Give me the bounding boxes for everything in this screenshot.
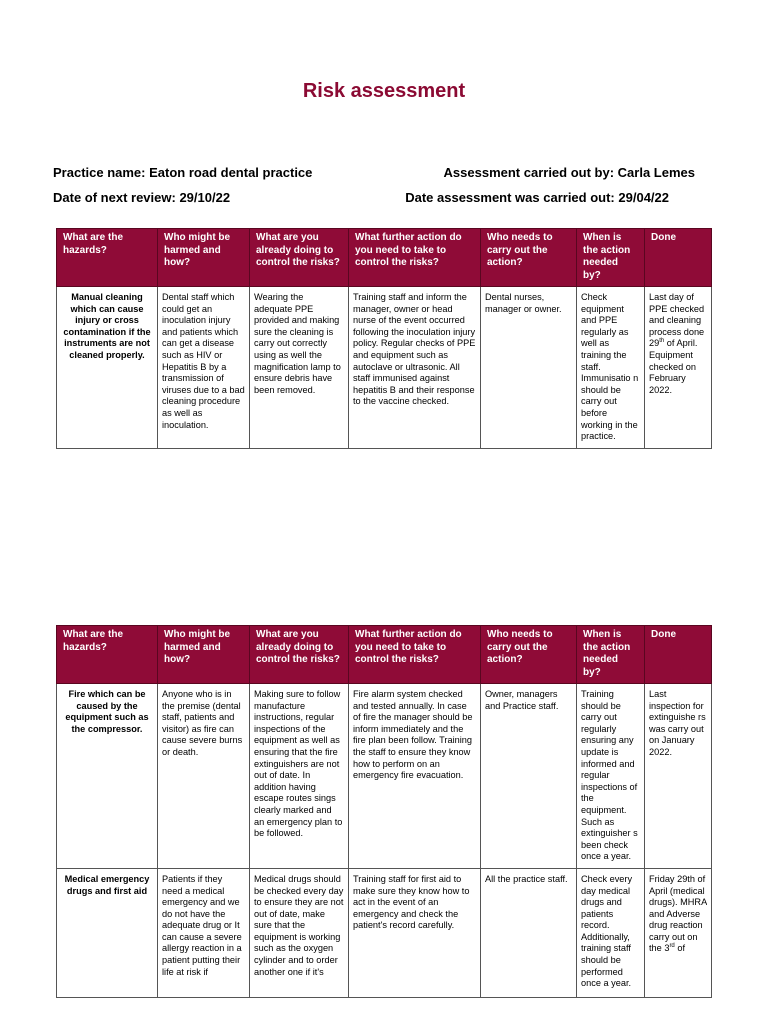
cell-further-action: [349, 868, 481, 997]
cell-done: Last inspection for extinguishe rs was carry out on January 2022.: [645, 684, 712, 869]
column-header-controls: What are you already doing to control the risks?: [250, 229, 349, 287]
column-header-done: Done: [645, 229, 712, 287]
cell-harmed: Dental staff which could get an inoculation injury and patients which can get a disease such as HIV or Hepatitis B by a transmission of viruses due to a bad cleaning procedure as well as inoculation.: [158, 287, 250, 449]
cell-controls: Making sure to follow manufacture instructions, regular inspections of the equipment as well as ensuring that the fire extinguishers are not out of date. In addition having escape routes sings clearly marked and an emergency plan to be followed.: [250, 684, 349, 869]
column-header-who: Who needs to carry out the action?: [481, 229, 577, 287]
assessment-date-label: Date assessment was carried out:: [405, 190, 615, 205]
column-header-hazards: What are the hazards?: [57, 626, 158, 684]
table-header-row: [57, 229, 712, 287]
cell-controls: Wearing the adequate PPE provided and making sure the cleaning is carry out correctly using as well the magnification lamp to ensure debris have been removed.: [250, 287, 349, 449]
cell-hazard: Fire which can be caused by the equipment such as the compressor.: [57, 684, 158, 869]
table-row: [57, 287, 712, 449]
cell-further-action: Fire alarm system checked and tested annually. In case of fire the manager should be inform immediately and the fire plan been follow. Training the staff to ensure they know how to perform on an emergency fire evacuation.: [349, 684, 481, 869]
table-header-row: [57, 626, 712, 684]
cell-further-action: Training staff and inform the manager, owner or head nurse of the event occurred following the inoculation injury policy. Regular checks of PPE and equipment such as autoclave or ultrasonic. All staff immunised against hepatitis B and their response to the vaccine checked.: [349, 287, 481, 449]
done-text-b: of: [674, 943, 685, 954]
assessor: [444, 165, 695, 180]
cell-who: Dental nurses, manager or owner.: [481, 287, 577, 449]
cell-when: Check equipment and PPE regularly as well as training the staff. Immunisatio n should be carry out before working in the practice.: [577, 287, 645, 449]
done-sup: rd: [669, 943, 675, 950]
column-header-when: When is the action needed by?: [577, 626, 645, 684]
done-text-b: of April. Equipment checked on February 2022.: [649, 338, 698, 395]
assessor-value: Carla Lemes: [617, 165, 695, 180]
done-text-a: Friday 29th of April (medical drugs). MHRA and Adverse drug reaction carry out on the 3: [649, 873, 707, 954]
cell-controls-text: Medical drugs should be checked every day to ensure they are not out of date, make sure that the equipment is working such as the oxygen cylinder and to order another one if it's: [254, 873, 344, 977]
cell-done-text: [649, 874, 707, 992]
column-header-harmed: Who might be harmed and how?: [158, 229, 250, 287]
column-header-who: Who needs to carry out the action?: [481, 626, 577, 684]
table-row: [57, 868, 712, 997]
column-header-controls: What are you already doing to control the risks?: [250, 626, 349, 684]
next-review-value: 29/10/22: [179, 190, 231, 205]
risk-table-2: [56, 625, 712, 998]
column-header-further-action: What further action do you need to take to control the risks?: [349, 229, 481, 287]
cell-when: Training should be carry out regularly ensuring any update is informed and regular inspections of the equipment. Such as extinguisher s been check once a year.: [577, 684, 645, 869]
cell-hazard: Manual cleaning which can cause injury or cross contamination if the instruments are not cleaned properly.: [57, 287, 158, 449]
assessment-date: [405, 190, 669, 205]
column-header-further-action: What further action do you need to take to control the risks?: [349, 626, 481, 684]
cell-when: [577, 868, 645, 997]
page-title: Risk assessment: [302, 80, 466, 102]
risk-table-1: [56, 228, 712, 449]
cell-who: Owner, managers and Practice staff.: [481, 684, 577, 869]
practice-name-value: Eaton road dental practice: [149, 165, 313, 180]
next-review: [53, 190, 230, 205]
practice-name-label: Practice name:: [53, 165, 146, 180]
cell-hazard-text: Medical emergency drugs and first aid: [64, 873, 150, 896]
column-header-harmed: Who might be harmed and how?: [158, 626, 250, 684]
cell-who-text: All the practice staff.: [485, 873, 568, 884]
done-text-a: Last day of PPE checked and cleaning process done 29: [649, 292, 705, 349]
table-row: [57, 684, 712, 869]
column-header-hazards: What are the hazards?: [57, 229, 158, 287]
cell-harmed: [158, 868, 250, 997]
cell-done: [645, 868, 712, 997]
cell-who: [481, 868, 577, 997]
cell-harmed-text: Patients if they need a medical emergency and we do not have the adequate drug or It can cause a severe allergy reaction in a patient putting their life at risk if: [162, 873, 242, 977]
cell-controls: [250, 868, 349, 997]
done-sup: th: [659, 338, 665, 345]
column-header-done: Done: [645, 626, 712, 684]
cell-done: [645, 287, 712, 449]
cell-harmed: Anyone who is in the premise (dental staff, patients and visitor) as fire can cause severe burns or death.: [158, 684, 250, 869]
cell-further-action-text: Training staff for first aid to make sure they know how to act in the event of an emergency and check the patient's record carefully.: [353, 873, 470, 931]
assessor-label: Assessment carried out by:: [443, 165, 615, 180]
cell-hazard: [57, 868, 158, 997]
cell-when-text: Check every day medical drugs and patients record. Additionally, training staff should be performed once a year.: [581, 873, 633, 989]
practice-name: [53, 165, 312, 180]
assessment-date-value: 29/04/22: [618, 190, 669, 205]
column-header-when: When is the action needed by?: [577, 229, 645, 287]
next-review-label: Date of next review:: [53, 190, 176, 205]
